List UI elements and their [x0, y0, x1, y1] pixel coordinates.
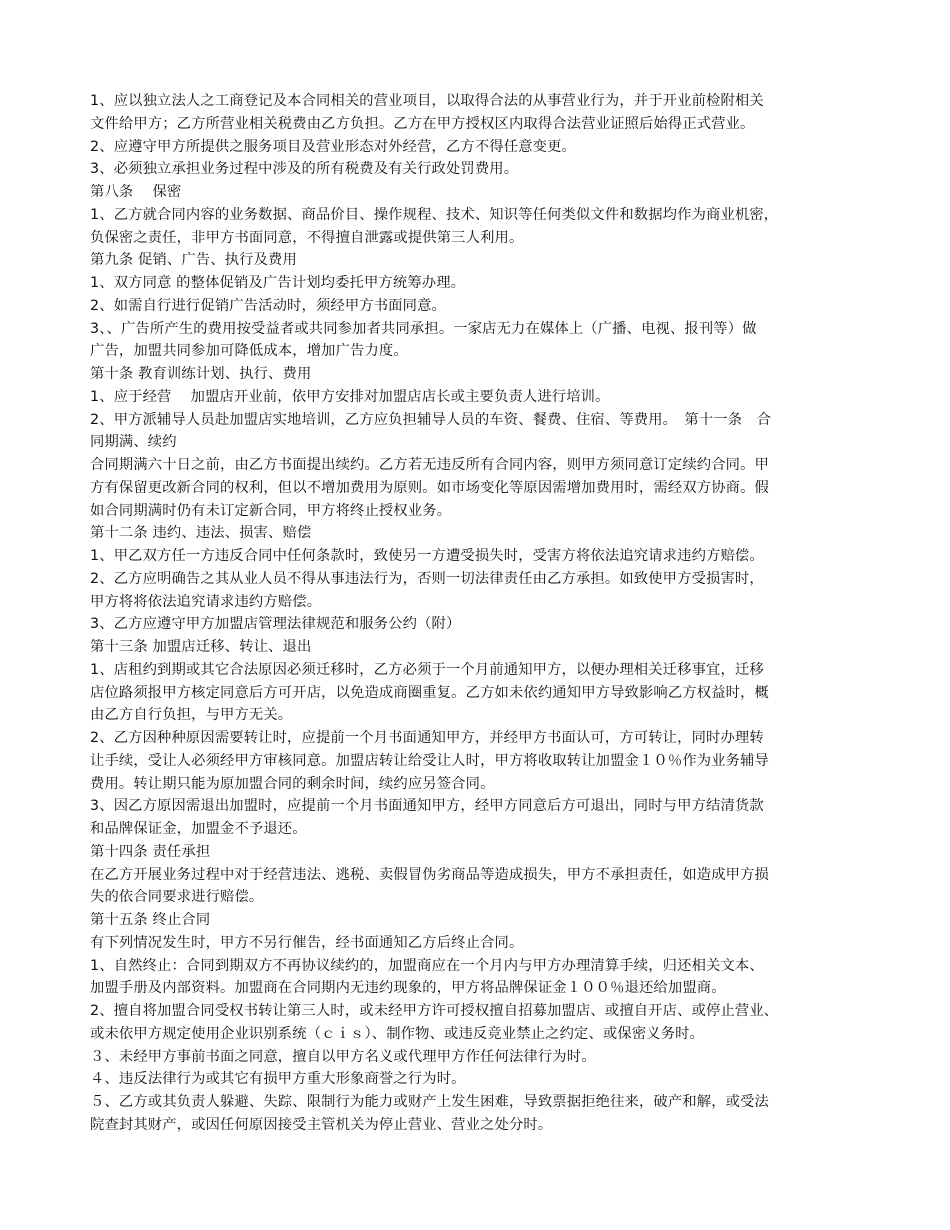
document-text-line: 2、擅自将加盟合同受权书转让第三人时，或未经甲方许可授权擅自招募加盟店、或擅自开店、或停止营业、: [90, 1003, 779, 1019]
document-text-line: 合同期满六十日之前，由乙方书面提出续约。乙方若无违反所有合同内容，则甲方须同意订定续约合同。甲: [90, 457, 769, 473]
document-text-line: 1、自然终止：合同到期双方不再协议续约的，加盟商应在一个月内与甲方办理清算手续，归还相关文本、: [90, 957, 764, 974]
document-text-line: 2、乙方因种种原因需要转让时，应提前一个月书面通知甲方，并经甲方书面认可，方可转让，同时办理转: [90, 730, 764, 746]
document-text-line: 如合同期满时仍有未订定新合同，甲方将终止授权业务。: [90, 502, 452, 519]
document-text-line: 1、店租约到期或其它合法原因必须迁移时，乙方必须于一个月前通知甲方，以便办理相关迁移事宜，迁移: [90, 661, 764, 678]
document-text-line: 由乙方自行负担，与甲方无关。: [90, 707, 293, 724]
document-text-line: 让手续，受让人必须经甲方审核同意。加盟店转让给受让人时，甲方将收取转让加盟金１０％作为业务辅导: [90, 752, 769, 769]
document-text-line: 甲方将将依法追究请求违约方赔偿。: [90, 593, 322, 610]
document-text-line: 3、必须独立承担业务过程中涉及的所有税费及有关行政处罚费用。: [90, 161, 519, 178]
document-text-line: 2、乙方应明确告之其从业人员不得从事违法行为，否则一切法律责任由乙方承担。如致使甲方受损害时，: [90, 570, 764, 587]
document-text-line: 失的依合同要求进行赔偿。: [90, 889, 264, 906]
document-text-line: 1、应于经营 加盟店开业前，依甲方安排对加盟店店长或主要负责人进行培训。: [90, 388, 610, 405]
document-text-line: 第九条 促销、广告、执行及费用: [90, 252, 297, 269]
document-text-line: 第十三条 加盟店迁移、转让、退出: [90, 639, 312, 655]
document-text-line: ５、乙方或其负责人躲避、失踪、限制行为能力或财产上发生困难，导致票据拒绝往来，破产和解，或受法: [90, 1094, 769, 1110]
document-text-line: ３、未经甲方事前书面之同意，擅自以甲方名义或代理甲方作任何法律行为时。: [90, 1048, 596, 1065]
document-text-line: 1、乙方就合同内容的业务数据、商品价目、操作规程、技术、知识等任何类似文件和数据均作为商业机密，: [90, 206, 779, 223]
document-text-line: 加盟手册及内部资料。加盟商在合同期内无违约现象的，甲方将品牌保证金１００％退还给加盟商。: [90, 980, 726, 997]
document-text-line: 3、乙方应遵守甲方加盟店管理法律规范和服务公约（附）: [90, 616, 461, 633]
document-text-line: 文件给甲方；乙方所营业相关税费由乙方负担。乙方在甲方授权区内取得合法营业证照后始得正式营业。: [90, 115, 755, 132]
document-text-line: 第十四条 责任承担: [90, 843, 211, 860]
document-text-line: 1、甲乙双方任一方违反合同中任何条款时，致使另一方遭受损失时，受害方将依法追究请求违约方赔偿。: [90, 548, 764, 564]
document-text-line: 第十条 教育训练计划、执行、费用: [90, 366, 312, 382]
document-text-line: 在乙方开展业务过程中对于经营违法、逃税、卖假冒伪劣商品等造成损失，甲方不承担责任，如造成甲方损: [90, 866, 769, 883]
document-text-line: 2、甲方派辅导人员赴加盟店实地培训，乙方应负担辅导人员的车资、餐费、住宿、等费用。 第十一条 合: [90, 411, 772, 428]
document-text-line: 店位路须报甲方核定同意后方可开店，以免造成商圈重复。乙方如未依约通知甲方导致影响乙方权益时，概: [90, 684, 769, 701]
document-text-line: 广告，加盟共同参加可降低成本，增加广告力度。: [90, 343, 408, 360]
document-text-line: 有下列情况发生时，甲方不另行催告，经书面通知乙方后终止合同。: [90, 934, 524, 951]
document-text-line: 方有保留更改新合同的权利，但以不增加费用为原则。如市场变化等原因需增加费用时，需经双方协商。假: [90, 479, 769, 496]
document-text-line: 2、如需自行进行促销广告活动时，须经甲方书面同意。: [90, 297, 446, 314]
document-text-line: 第八条 保密: [90, 184, 182, 200]
document-text-line: 1、应以独立法人之工商登记及本合同相关的营业项目，以取得合法的从事营业行为，并于开业前检附相关: [90, 93, 764, 109]
document-text-line: 和品牌保证金，加盟金不予退还。: [90, 821, 307, 837]
document-text-line: 或未依甲方规定使用企业识别系统（ｃｉｓ）、制作物、或违反竞业禁止之约定、或保密义务时。: [90, 1025, 705, 1042]
document-text-line: 第十二条 违约、违法、损害、赔偿: [90, 525, 312, 542]
document-text-line: 3、因乙方原因需退出加盟时，应提前一个月书面通知甲方，经甲方同意后方可退出，同时与甲方结清货款: [90, 798, 764, 815]
document-text-line: 1、双方同意 的整体促销及广告计划均委托甲方统筹办理。: [90, 275, 466, 291]
document-text-line: 同期满、续约: [90, 434, 177, 451]
document-text-line: 负保密之责任，非甲方书面同意，不得擅自泄露或提供第三人利用。: [90, 229, 524, 246]
document-text-line: ４、违反法律行为或其它有损甲方重大形象商誉之行为时。: [90, 1071, 466, 1088]
document-text-line: 2、应遵守甲方所提供之服务项目及营业形态对外经营，乙方不得任意变更。: [90, 138, 576, 155]
document-text-line: 第十五条 终止合同: [90, 912, 211, 928]
document-text-line: 3、、广告所产生的费用按受益者或共同参加者共同承担。一家店无力在媒体上（广播、电视、报刊等）做: [90, 320, 757, 337]
document-text-line: 院查封其财产，或因任何原因接受主管机关为停止营业、营业之处分时。: [90, 1116, 553, 1133]
document-text-line: 费用。转让期只能为原加盟合同的剩余时间，续约应另签合同。: [90, 775, 495, 792]
